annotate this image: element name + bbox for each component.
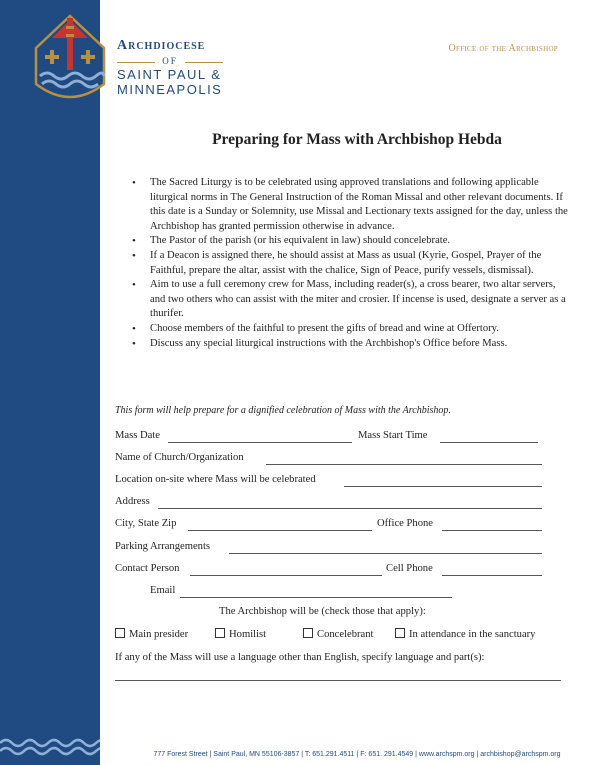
option-concelebrant[interactable]: [303, 628, 373, 640]
org-name-of: OF: [117, 56, 223, 66]
email-field[interactable]: [180, 597, 452, 598]
form-intro: This form will help prepare for a dignified celebration of Mass with the Archbishop.: [115, 405, 451, 416]
contact-person-field[interactable]: [190, 575, 382, 576]
contact-person-label: Contact Person: [115, 563, 180, 574]
cell-phone-label: Cell Phone: [386, 563, 433, 574]
role-prompt: The Archbishop will be (check those that apply):: [219, 606, 426, 617]
office-phone-label: Office Phone: [377, 518, 433, 529]
cell-phone-field[interactable]: [442, 575, 542, 576]
org-name-line4: MINNEAPOLIS: [117, 82, 223, 97]
location-field[interactable]: [344, 486, 542, 487]
language-prompt: If any of the Mass will use a language other than English, specify language and part(s):: [115, 652, 485, 663]
option-in-attendance[interactable]: [395, 628, 535, 640]
mass-start-time-field[interactable]: [440, 442, 538, 443]
checkbox-icon[interactable]: [215, 628, 225, 638]
checkbox-icon[interactable]: [395, 628, 405, 638]
guideline-item: • The Sacred Liturgy is to be celebrated using approved translations and following applicable liturgical norms in The General Instruction of the Roman Missal and other relevant documents. If this date is a Sunday or Solemnity, use Missal and Lectionary texts assigned for the day, unless the Archbishop has granted permission otherwise in advance.: [150, 176, 570, 234]
address-label: Address: [115, 496, 150, 507]
option-main-presider[interactable]: [115, 628, 188, 640]
waves-decoration: [0, 725, 100, 765]
guideline-item: • Aim to use a full ceremony crew for Mass, including reader(s), a cross bearer, two altar servers, and two others who can assist with the miter and crosier. If incense is used, designate a server as a thurifer.: [150, 278, 570, 322]
page-title: Preparing for Mass with Archbishop Hebda: [212, 131, 502, 148]
city-state-zip-label: City, State Zip: [115, 518, 177, 529]
footer-contact: 777 Forest Street | Saint Paul, MN 55106-3857 | T: 651.291.4511 | F: 651. 291.4549 | www.archspm.org | archbishop@archspm.org: [153, 751, 561, 758]
org-name-line3: SAINT PAUL &: [117, 67, 222, 82]
option-label: Main presider: [129, 629, 189, 640]
option-label: In attendance in the sanctuary: [409, 629, 536, 640]
option-label: Concelebrant: [317, 629, 374, 640]
option-label: Homilist: [229, 629, 267, 640]
guideline-item: • Choose members of the faithful to present the gifts of bread and wine at Offertory.: [150, 322, 570, 337]
parking-field[interactable]: [229, 553, 542, 554]
guideline-item: • The Pastor of the parish (or his equivalent in law) should concelebrate.: [150, 234, 570, 249]
email-label: Email: [150, 585, 176, 596]
checkbox-icon[interactable]: [303, 628, 313, 638]
address-field[interactable]: [158, 508, 542, 509]
office-phone-field[interactable]: [442, 530, 542, 531]
mass-date-label: Mass Date: [115, 430, 161, 441]
left-blue-band: [0, 0, 100, 765]
archdiocese-crest-icon: [30, 10, 110, 110]
guideline-item: • Discuss any special liturgical instructions with the Archbishop's Office before Mass.: [150, 337, 570, 352]
language-field[interactable]: [115, 680, 561, 681]
mass-start-time-label: Mass Start Time: [358, 430, 428, 441]
city-state-zip-field[interactable]: [188, 530, 372, 531]
guidelines-list: [150, 176, 570, 351]
church-name-field[interactable]: [266, 464, 542, 465]
guideline-item: • If a Deacon is assigned there, he should assist at Mass as usual (Kyrie, Gospel, Prayer of the Faithful, prepare the altar, assist with the chalice, Sign of Peace, purify vessels, dismissal).: [150, 249, 570, 278]
office-label: Office of the Archbishop: [448, 43, 558, 54]
parking-label: Parking Arrangements: [115, 541, 211, 552]
org-name-line1: Archdiocese: [117, 38, 206, 53]
checkbox-icon[interactable]: [115, 628, 125, 638]
option-homilist[interactable]: [215, 628, 266, 640]
location-label: Location on-site where Mass will be celebrated: [115, 474, 316, 485]
mass-date-field[interactable]: [168, 442, 352, 443]
church-name-label: Name of Church/Organization: [115, 452, 244, 463]
